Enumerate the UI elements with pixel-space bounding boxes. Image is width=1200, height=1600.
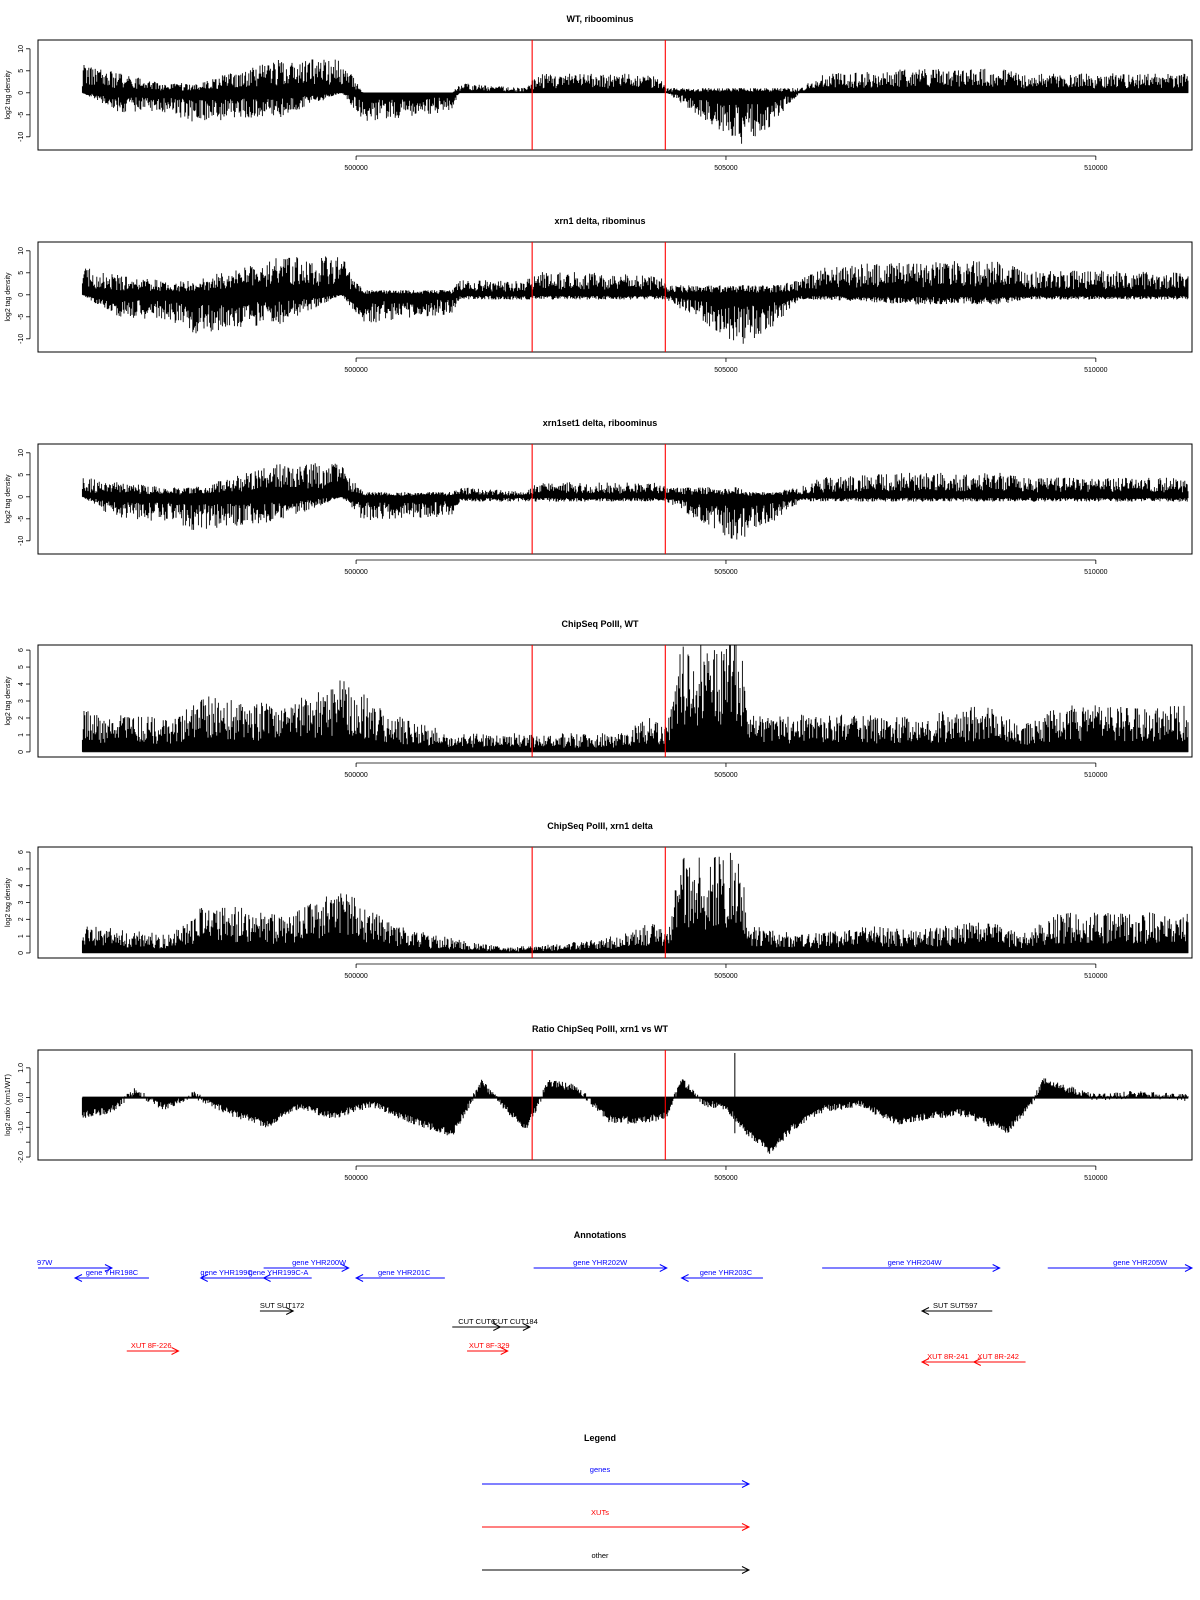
panel-title: xrn1 delta, ribominus [554, 216, 646, 226]
data-marks [82, 645, 1188, 757]
y-tick-label: 5 [18, 472, 25, 477]
x-tick-label: 505000 [714, 569, 738, 576]
y-tick-label: 5 [18, 270, 25, 275]
y-axis-label: log2 tag density [5, 877, 12, 928]
x-tick-label: 500000 [344, 772, 368, 779]
x-tick-label: 510000 [1084, 973, 1108, 980]
x-tick-label: 505000 [714, 367, 738, 374]
legend-label: other [591, 1551, 609, 1560]
y-tick-label: -1.0 [18, 1121, 25, 1134]
y-tick-label: 5 [18, 665, 25, 670]
y-tick-label: -5 [18, 313, 25, 320]
density-bars [82, 60, 1188, 144]
x-tick-label: 505000 [714, 165, 738, 172]
annotation-label: gene YHR199C-A [248, 1268, 309, 1277]
y-tick-label: 2 [18, 917, 25, 922]
annotation-label: XUT 8F-226 [130, 1341, 172, 1350]
annotation-label: gene YHR203C [699, 1268, 753, 1277]
y-tick-label: 4 [18, 682, 25, 686]
y-tick-label: 10 [18, 246, 25, 255]
annotation-label: SUT SUT172 [259, 1301, 305, 1310]
density-bars [82, 257, 1188, 344]
annotation-label: XUT 8R-242 [977, 1352, 1019, 1361]
y-tick-label: 0 [18, 749, 25, 754]
data-marks [82, 242, 1188, 352]
annotation-label: CUT CUT6 [458, 1317, 496, 1326]
annotation-label: XUT 8F-329 [468, 1341, 510, 1350]
y-tick-label: 2 [18, 716, 25, 720]
y-axis-label: log2 tag density [5, 474, 12, 524]
ratio-area [82, 1078, 1188, 1153]
y-tick-label: 3 [18, 900, 25, 905]
y-tick-label: 0.0 [18, 1092, 25, 1103]
y-tick-label: 10 [18, 44, 25, 53]
x-tick-label: 505000 [714, 1175, 738, 1182]
annotation-label: SUT SUT597 [933, 1301, 978, 1310]
x-tick-label: 500000 [344, 569, 368, 576]
panel-title: Ratio ChipSeq PolII, xrn1 vs WT [531, 1024, 669, 1034]
x-tick-label: 510000 [1084, 367, 1108, 374]
y-axis-label: log2 tag density [5, 70, 12, 120]
annotation-label: gene YHR202W [573, 1258, 628, 1267]
y-tick-label: 5 [18, 866, 25, 871]
y-tick-label: -10 [18, 535, 25, 546]
y-tick-label: -5 [18, 515, 25, 522]
annotation-label: 97W [36, 1258, 53, 1267]
y-tick-label: 0 [18, 292, 25, 297]
annotation-label: gene YHR201C [377, 1268, 431, 1277]
panel-6 [5, 1024, 1192, 1182]
y-axis-label: log2 ratio (xrn1/WT) [5, 1074, 12, 1136]
panel-title: WT, riboominus [566, 14, 634, 24]
data-marks [82, 847, 1188, 958]
annotation-label: gene YHR205W [1113, 1258, 1168, 1267]
y-tick-label: 3 [18, 699, 25, 703]
panel-3 [5, 418, 1192, 576]
y-tick-label: 0 [18, 494, 25, 499]
annotations-title: Annotations [573, 1230, 627, 1240]
density-bars [82, 463, 1188, 539]
panel-title: ChipSeq PolII, WT [561, 619, 639, 629]
annotation-label: gene YHR199C [200, 1268, 253, 1277]
y-tick-label: -10 [18, 131, 25, 142]
annotation-label: XUT 8R-241 [927, 1352, 969, 1361]
x-tick-label: 510000 [1084, 165, 1108, 172]
x-tick-label: 500000 [344, 973, 368, 980]
legend-panel [482, 1433, 749, 1574]
data-marks [82, 1050, 1188, 1160]
annotation-label: gene YHR204W [887, 1258, 942, 1267]
panel-2 [5, 216, 1192, 374]
panel-1 [5, 14, 1192, 172]
panel-4 [5, 619, 1192, 779]
x-tick-label: 505000 [714, 973, 738, 980]
y-tick-label: 6 [18, 648, 25, 653]
density-bars [82, 853, 1188, 953]
x-tick-label: 500000 [344, 165, 368, 172]
annotation-label: gene YHR200W [292, 1258, 347, 1267]
x-tick-label: 510000 [1084, 569, 1108, 576]
x-tick-label: 505000 [714, 772, 738, 779]
y-tick-label: 1 [18, 732, 25, 737]
y-tick-label: 5 [18, 68, 25, 73]
y-axis-label: log2 tag density [5, 676, 12, 726]
annotation-label: CUT CUT184 [492, 1317, 538, 1326]
x-tick-label: 510000 [1084, 772, 1108, 779]
y-tick-label: -10 [18, 333, 25, 344]
data-marks [82, 444, 1188, 554]
panel-title: ChipSeq PolII, xrn1 delta [547, 821, 653, 831]
density-bars [82, 645, 1188, 752]
legend-title: Legend [583, 1433, 617, 1443]
y-tick-label: 6 [18, 850, 25, 854]
y-tick-label: 1 [18, 934, 25, 939]
data-marks [82, 40, 1188, 150]
x-tick-label: 500000 [344, 1175, 368, 1182]
annotation-label: gene YHR198C [85, 1268, 139, 1277]
y-tick-label: 10 [18, 448, 25, 457]
legend-label: genes [589, 1465, 611, 1474]
y-tick-label: 4 [18, 883, 25, 888]
y-tick-label: 1.0 [18, 1062, 25, 1073]
x-tick-label: 510000 [1084, 1175, 1108, 1182]
legend-label: XUTs [591, 1508, 609, 1517]
y-tick-label: -5 [18, 111, 25, 118]
y-axis-label: log2 tag density [5, 272, 12, 322]
x-tick-label: 500000 [344, 367, 368, 374]
y-tick-label: -2.0 [18, 1150, 25, 1164]
panel-5 [5, 821, 1192, 980]
y-tick-label: 0 [18, 90, 25, 95]
panel-title: xrn1set1 delta, riboominus [542, 418, 658, 428]
annotations-panel [37, 1230, 1192, 1366]
y-tick-label: 0 [18, 951, 25, 955]
